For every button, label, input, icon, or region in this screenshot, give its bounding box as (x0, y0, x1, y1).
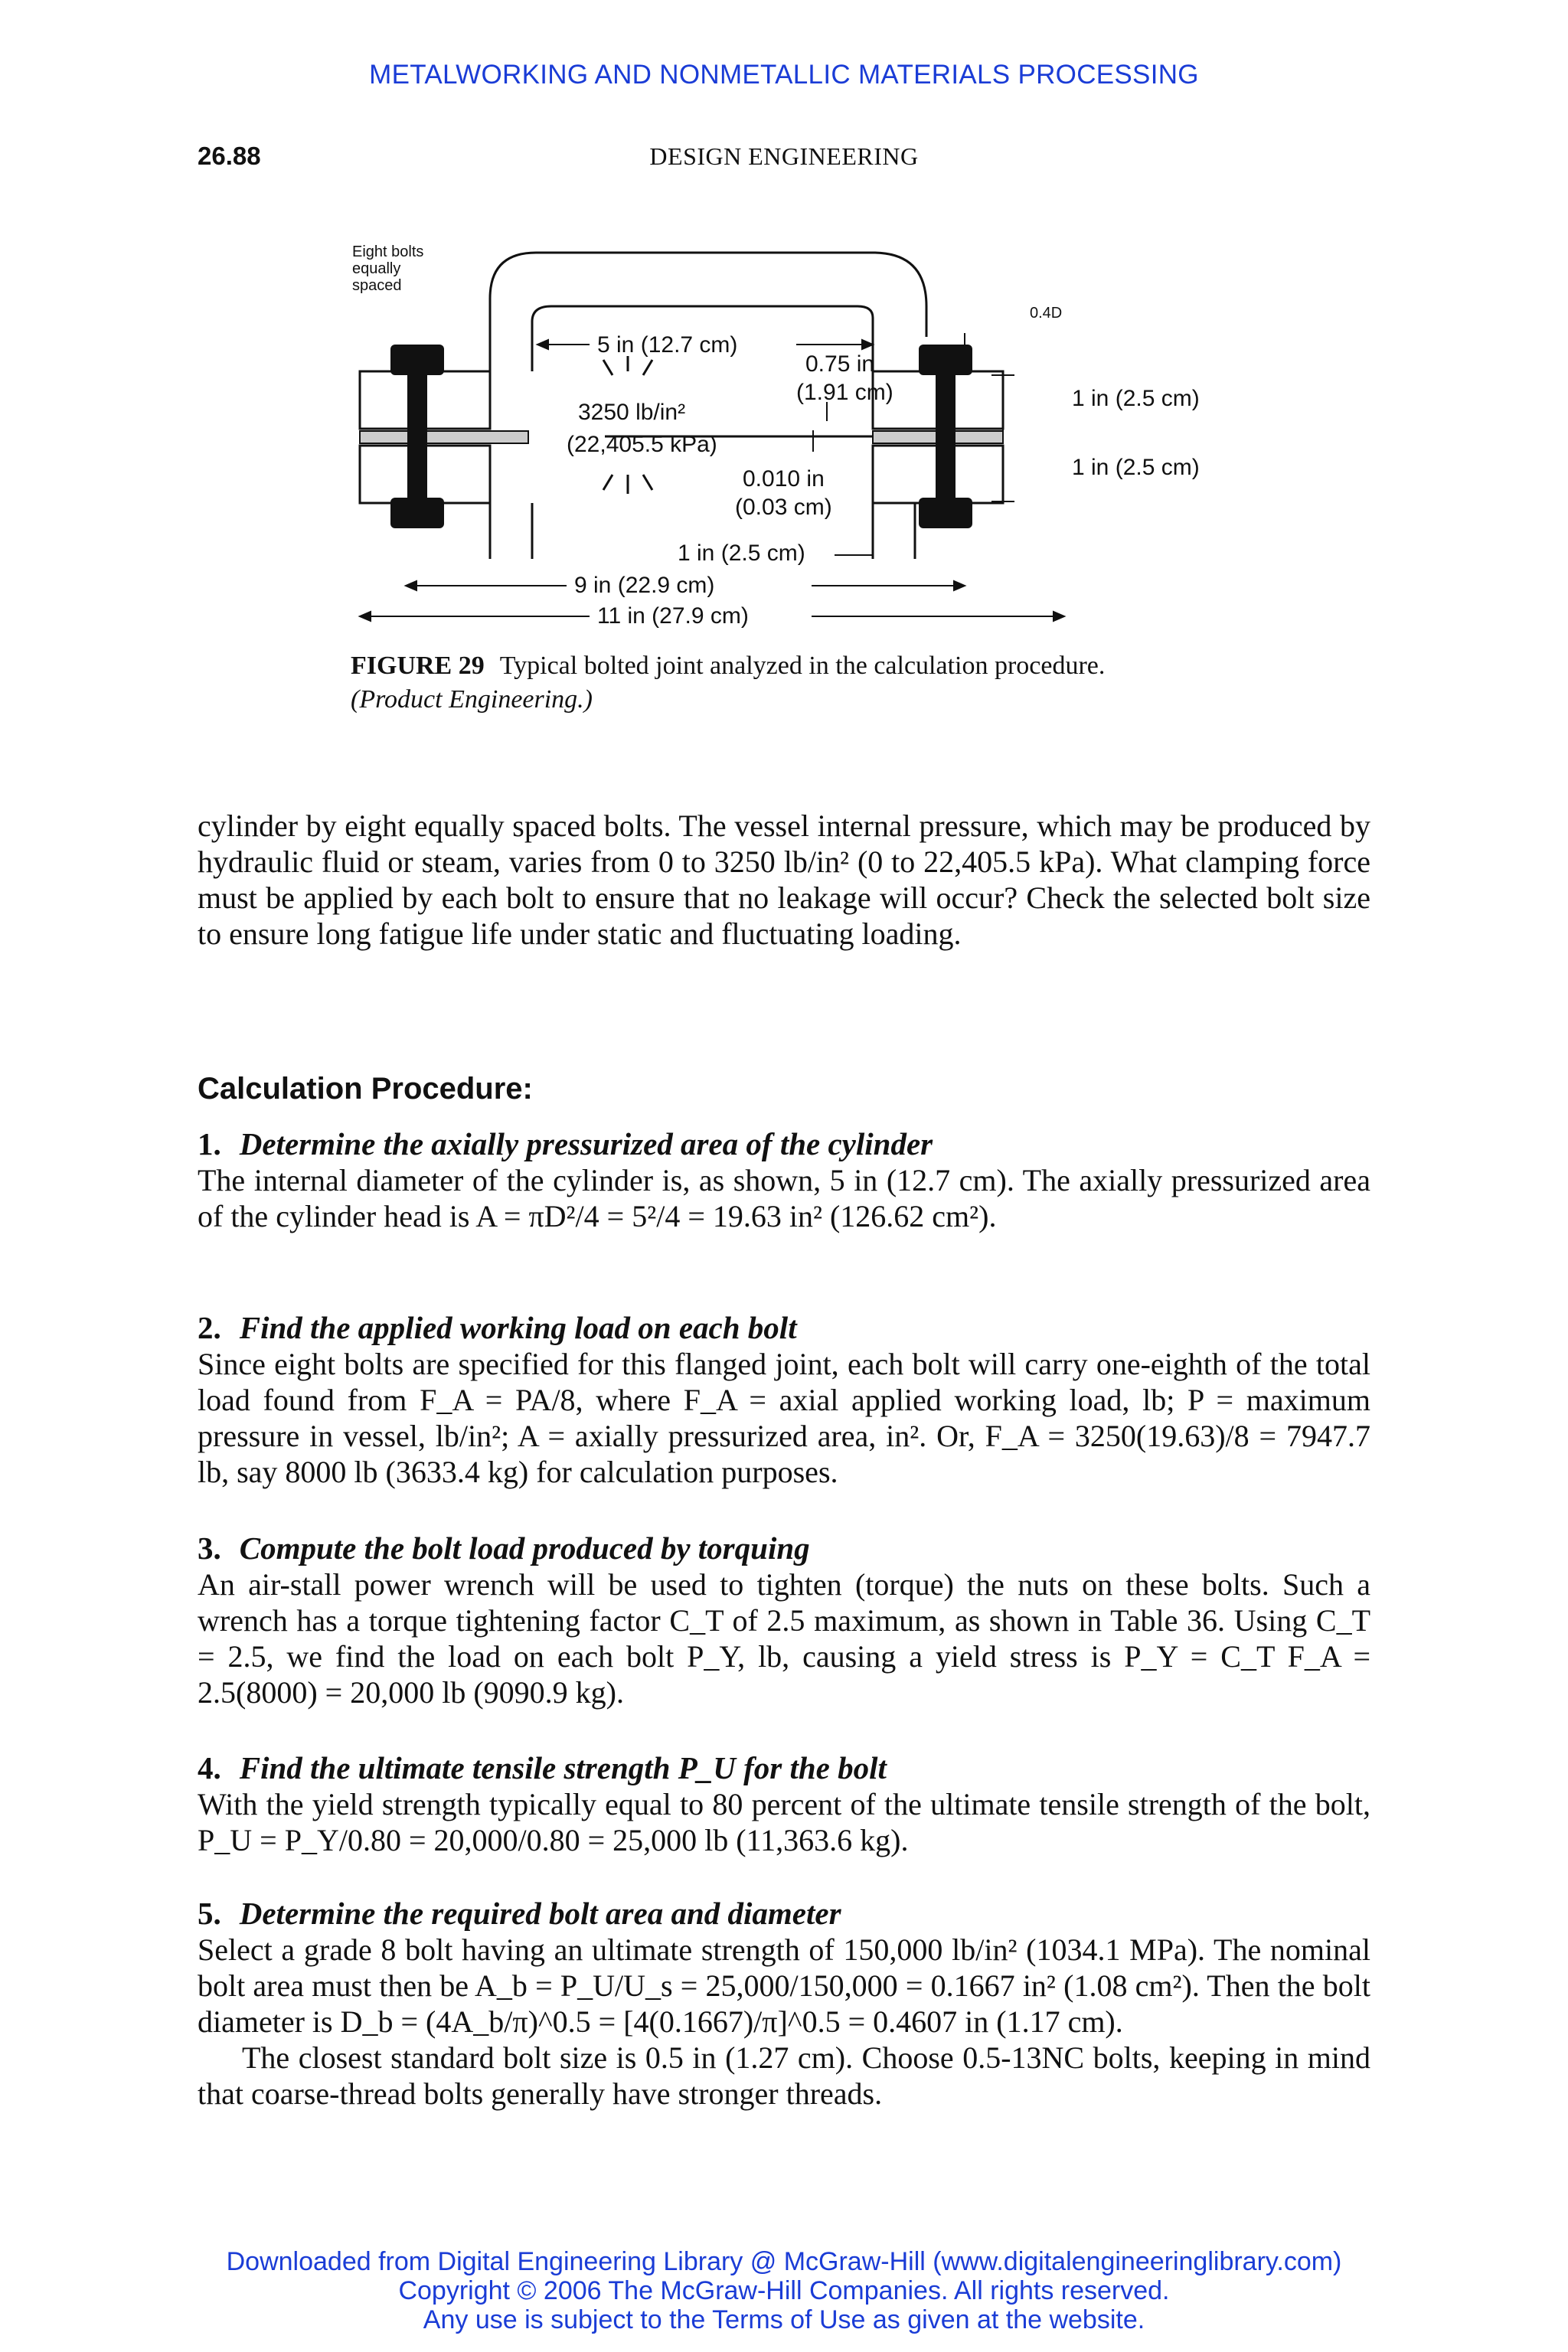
step-5-paragraph: Select a grade 8 bolt having an ultimate strength of 150,000 lb/in² (1034.1 MPa). The nominal bolt area must then be A_b = P_U/U_s = 25,000/150,000 = 0.1667 in² (1.08 cm²). Then the bolt diameter is D_b = (4A_b/π)^0.5 = [4(0.1667)/π]^0.5 = 0.4607 in (1.17 cm). (198, 1932, 1370, 2039)
flange-bottom-label: 1 in (2.5 cm) (1072, 455, 1200, 480)
pressure-arrows (603, 356, 652, 494)
step-2-paragraph: Since eight bolts are specified for this flanged joint, each bolt will carry one-eighth of the total load found from F_A = PA/8, where F_A = axial applied working load, lb; P = maximum pressure in vessel, lb/in²; A = axially pressurized area, in². Or, F_A = 3250(19.63)/8 = 7947.7 lb, say 8000 lb (3633.4 kg) for calculation purposes. (198, 1347, 1370, 1489)
step-1 (198, 1125, 1370, 1234)
gasket-label-2: (0.03 cm) (735, 495, 832, 520)
step-3 (198, 1530, 1370, 1710)
footer-line-1[interactable]: Downloaded from Digital Engineering Library @ McGraw-Hill (www.digitalengineeringlibrary.com) (226, 2247, 1342, 2276)
bolts-note-line3: spaced (352, 277, 402, 294)
internal-diameter-label: 5 in (12.7 cm) (597, 332, 738, 358)
step-5-title: 5. Determine the required bolt area and diameter (198, 1896, 841, 1931)
figure-caption-label: FIGURE 29 (351, 652, 485, 680)
gasket-label-1: 0.010 in (743, 466, 825, 492)
gasket-left (360, 431, 528, 443)
footer-line-2: Copyright © 2006 The McGraw-Hill Companies. All rights reserved. (398, 2276, 1170, 2305)
figure-caption-source: (Product Engineering.) (351, 685, 593, 714)
bolt-circle-label: 9 in (22.9 cm) (574, 573, 715, 598)
calculation-heading: Calculation Procedure: (198, 1072, 533, 1106)
step-2-title: 2. Find the applied working load on each bolt (198, 1310, 797, 1345)
figure-caption-text: Typical bolted joint analyzed in the calculation procedure. (499, 652, 1106, 680)
pressure-label-2: (22,405.5 kPa) (567, 432, 717, 457)
step-1-title: 1. Determine the axially pressurized area of the cylinder (198, 1126, 933, 1161)
flange-top-label: 1 in (2.5 cm) (1072, 386, 1200, 411)
intro-paragraph: cylinder by eight equally spaced bolts. The vessel internal pressure, which may be produced by hydraulic fluid or steam, varies from 0 to 3250 lb/in² (0 to 22,405.5 kPa). What clamping force must be applied by each bolt to ensure that no leakage will occur? Check the selected bolt size to ensure long fatigue life under static and fluctuating loading. (198, 808, 1370, 951)
bolts-note-line2: equally (352, 260, 401, 277)
running-title: METALWORKING AND NONMETALLIC MATERIALS PROCESSING (369, 60, 1199, 90)
bolted-joint-diagram (337, 230, 1240, 643)
download-footer (0, 2247, 1568, 2334)
step-5 (198, 1895, 1370, 2112)
bolts-note-line1: Eight bolts (352, 243, 424, 260)
head-thickness-label-1: 0.75 in (805, 351, 875, 377)
step-3-paragraph: An air-stall power wrench will be used to tighten (torque) the nuts on these bolts. Such a wrench has a torque tightening factor C_T of 2.5 maximum, as shown in Table 36. Using C_T = 2.5, we find the load on each bolt P_Y, lb, causing a yield stress is P_Y = C_T F_A = 2.5(8000) = 20,000 lb (9090.9 kg). (198, 1567, 1370, 1710)
pressure-label-1: 3250 lb/in² (578, 400, 686, 425)
nut-ratio-label: 0.4D (1030, 305, 1063, 322)
page-number: 26.88 (198, 142, 261, 170)
bolted-joint-figure (337, 230, 1240, 643)
step-3-title: 3. Compute the bolt load produced by torquing (198, 1530, 810, 1566)
step-4-title: 4. Find the ultimate tensile strength P_U for the bolt (198, 1750, 887, 1785)
step-1-paragraph: The internal diameter of the cylinder is, as shown, 5 in (12.7 cm). The axially pressurized area of the cylinder head is A = πD²/4 = 5²/4 = 19.63 in² (126.62 cm²). (198, 1163, 1370, 1233)
step-4 (198, 1749, 1370, 1858)
section-title: DESIGN ENGINEERING (649, 142, 919, 170)
footer-line-3: Any use is subject to the Terms of Use as given at the website. (423, 2305, 1145, 2334)
head-thickness-label-2: (1.91 cm) (796, 380, 893, 405)
step-4-paragraph: With the yield strength typically equal to 80 percent of the ultimate tensile strength of the bolt, P_U = P_Y/0.80 = 20,000/0.80 = 25,000 lb (11,363.6 kg). (198, 1787, 1370, 1857)
wall-label: 1 in (2.5 cm) (678, 541, 805, 566)
figure-caption (351, 649, 1254, 717)
outer-diameter-label: 11 in (27.9 cm) (597, 603, 749, 629)
step-2 (198, 1309, 1370, 1490)
step-5-paragraph-2: The closest standard bolt size is 0.5 in (1.27 cm). Choose 0.5-13NC bolts, keeping in mind that coarse-thread bolts generally have stronger threads. (198, 2040, 1370, 2111)
